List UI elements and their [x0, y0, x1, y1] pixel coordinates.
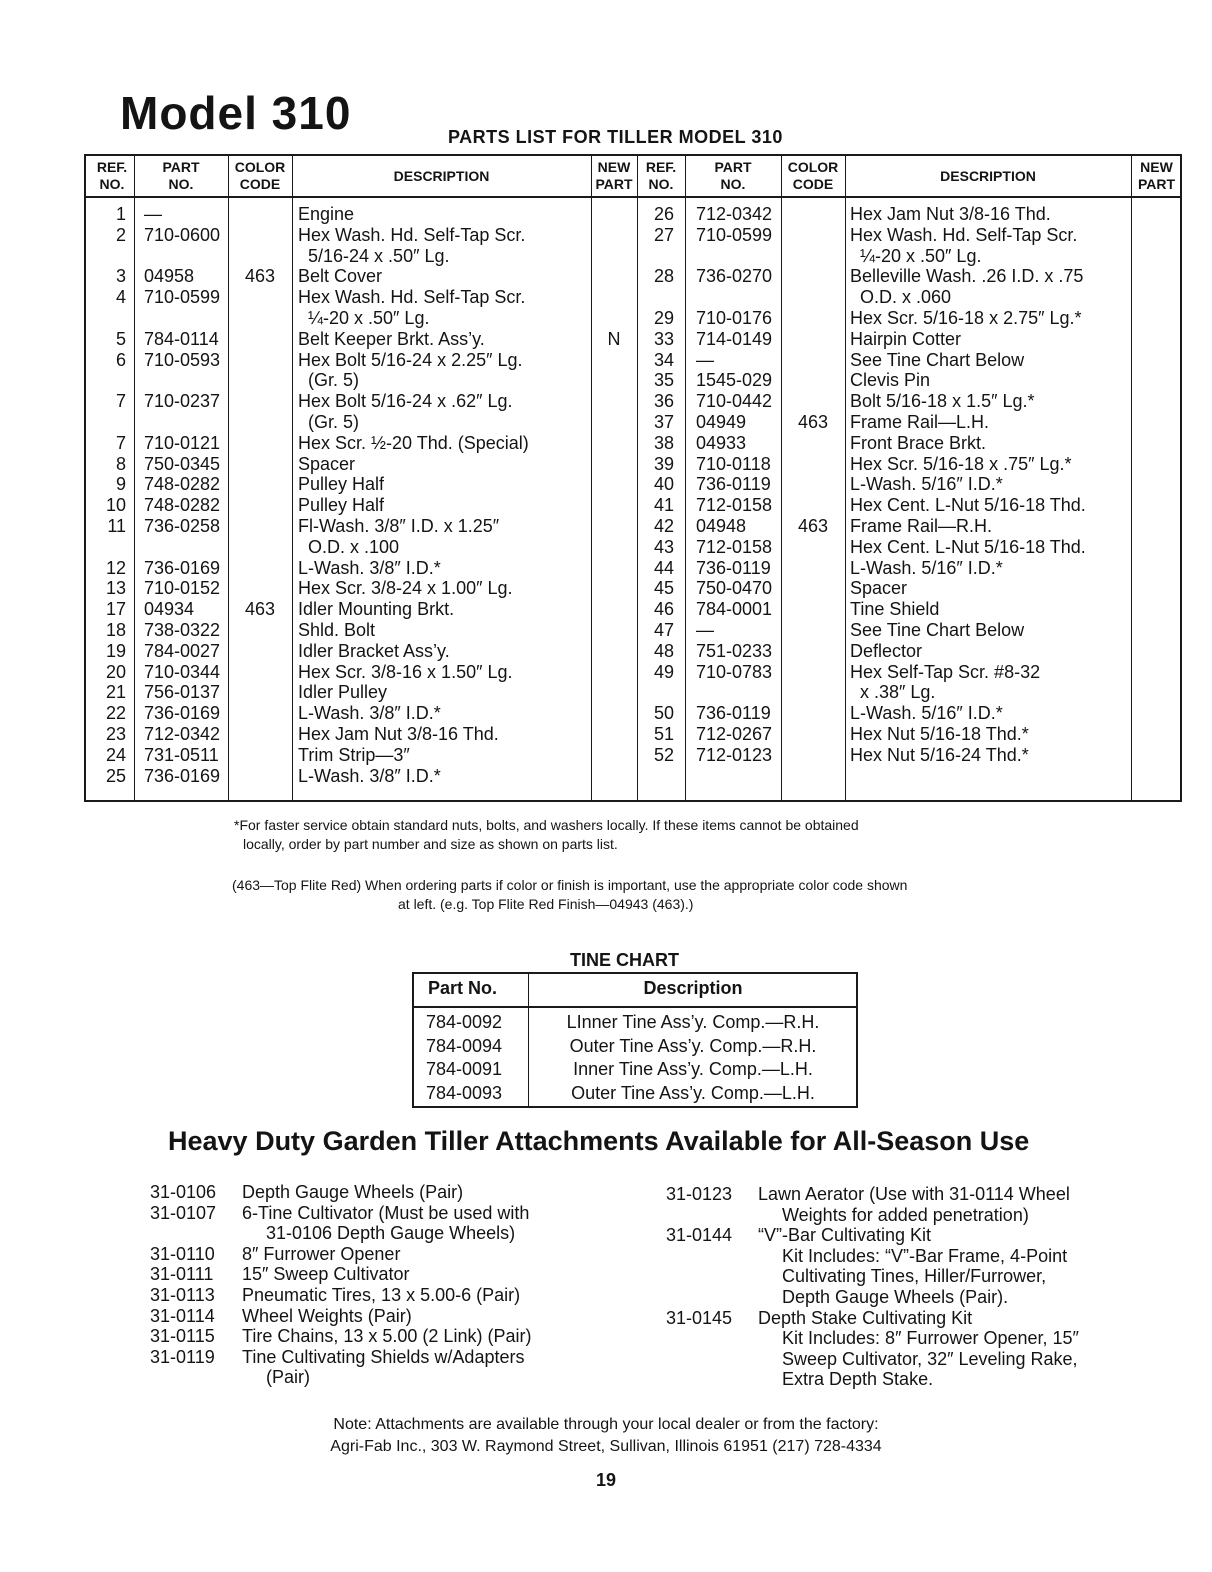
- part-no-cell: 04948: [696, 516, 747, 536]
- color-code-cell: 463: [244, 599, 276, 620]
- description-cell: Hex Nut 5/16-18 Thd.*: [850, 724, 1029, 744]
- description-cell: Belleville Wash. .26 I.D. x .75: [850, 266, 1084, 287]
- part-no-cell: 710-0442: [696, 391, 773, 412]
- ref-no-cell: 7: [115, 432, 126, 453]
- attachment-code: 31-0114: [150, 1305, 215, 1326]
- description-cell: Shld. Bolt: [298, 620, 376, 640]
- header-part-no: PART NO.: [162, 159, 200, 192]
- description-cell: Belt Keeper Brkt. Ass’y.: [298, 328, 485, 349]
- attachment-code: 31-0145: [666, 1307, 733, 1328]
- tine-part-no-cell: 784-0091: [426, 1059, 503, 1079]
- ref-no-cell: 6: [115, 349, 126, 370]
- description-cell: Deflector: [850, 640, 923, 661]
- description-cell: O.D. x .100: [298, 536, 400, 557]
- tine-part-no-cell: 784-0092: [426, 1012, 503, 1032]
- part-no-cell: —: [144, 204, 162, 224]
- part-no-cell: 736-0270: [696, 266, 773, 287]
- attachment-description: Depth Gauge Wheels (Pair).: [782, 1286, 1009, 1307]
- description-cell: See Tine Chart Below: [850, 349, 1025, 370]
- tine-chart-title: TINE CHART: [570, 950, 679, 970]
- header-description-right: DESCRIPTION: [940, 168, 1036, 184]
- part-no-cell: 710-0152: [144, 578, 221, 599]
- part-no-cell: 04958: [144, 266, 195, 287]
- part-no-cell: 784-0027: [144, 640, 221, 661]
- description-cell: Pulley Half: [298, 495, 385, 516]
- description-cell: Bolt 5/16-18 x 1.5″ Lg.*: [850, 391, 1035, 412]
- description-cell: Engine: [298, 204, 355, 224]
- part-no-cell: 712-0267: [696, 724, 773, 744]
- description-cell: Tine Shield: [850, 599, 940, 620]
- attachment-description: “V”-Bar Cultivating Kit: [758, 1225, 932, 1246]
- description-cell: Hex Cent. L-Nut 5/16-18 Thd.: [850, 495, 1086, 516]
- part-no-cell: 1545-029: [696, 370, 773, 391]
- tine-chart-table: [412, 972, 858, 1108]
- description-cell: Hex Nut 5/16-24 Thd.*: [850, 744, 1029, 765]
- description-cell: (Gr. 5): [298, 412, 360, 432]
- description-cell: Fl-Wash. 3/8″ I.D. x 1.25″: [298, 516, 500, 536]
- ref-no-cell: 51: [653, 724, 674, 744]
- part-no-cell: 751-0233: [696, 640, 773, 661]
- header-color-code: COLOR CODE: [234, 159, 286, 192]
- ref-no-cell: 21: [105, 682, 126, 703]
- attachment-code: 31-0144: [666, 1225, 733, 1246]
- attachment-description: 31-0106 Depth Gauge Wheels): [266, 1223, 516, 1244]
- page-title: Model 310: [120, 87, 352, 139]
- attachment-code: 31-0110: [150, 1243, 215, 1264]
- description-cell: L-Wash. 3/8″ I.D.*: [298, 557, 441, 578]
- ref-no-cell: 5: [115, 328, 126, 349]
- description-cell: Belt Cover: [298, 266, 383, 287]
- attachments-list-right: [666, 1184, 1166, 1404]
- description-cell: Hex Jam Nut 3/8-16 Thd.: [298, 724, 499, 744]
- color-code-note: (463—Top Flite Red) When ordering parts if color or finish is important, use the appropriate color code shown at left. (e.g. Top Flite Red Finish—04943 (463).): [232, 877, 908, 912]
- part-no-cell: 710-0118: [696, 453, 771, 474]
- attachment-description: Lawn Aerator (Use with 31-0114 Wheel: [758, 1184, 1070, 1204]
- tine-header-description: Description: [643, 978, 743, 998]
- description-cell: Frame Rail—R.H.: [850, 516, 993, 536]
- part-no-cell: 736-0258: [144, 516, 221, 536]
- attachment-description: Cultivating Tines, Hiller/Furrower,: [782, 1266, 1047, 1287]
- description-cell: Front Brace Brkt.: [850, 432, 987, 453]
- ref-no-cell: 42: [653, 516, 674, 536]
- part-no-cell: 712-0342: [144, 724, 221, 744]
- description-cell: L-Wash. 5/16″ I.D.*: [850, 703, 1003, 724]
- ref-no-cell: 24: [105, 744, 126, 765]
- attachment-code: 31-0106: [150, 1182, 217, 1202]
- ref-no-cell: 2: [115, 224, 126, 245]
- tine-description-cell: LInner Tine Ass’y. Comp.—R.H.: [566, 1012, 820, 1032]
- description-cell: Hex Self-Tap Scr. #8-32: [850, 661, 1041, 682]
- ref-no-cell: 34: [653, 349, 674, 370]
- part-no-cell: 784-0001: [696, 599, 773, 620]
- ref-no-cell: 19: [105, 640, 126, 661]
- part-no-cell: 736-0169: [144, 557, 221, 578]
- description-cell: Hex Scr. 5/16-18 x .75″ Lg.*: [850, 453, 1072, 474]
- ref-no-cell: 33: [653, 328, 674, 349]
- ref-no-cell: 26: [653, 204, 674, 224]
- description-cell: O.D. x .060: [850, 287, 952, 308]
- ref-no-cell: 18: [105, 620, 126, 640]
- description-cell: Hex Scr. 3/8-24 x 1.00″ Lg.: [298, 578, 513, 599]
- ref-no-cell: 35: [653, 370, 674, 391]
- attachment-code: 31-0119: [150, 1346, 215, 1367]
- attachment-description: Sweep Cultivator, 32″ Leveling Rake,: [782, 1348, 1078, 1369]
- attachment-description: Tine Cultivating Shields w/Adapters: [242, 1346, 525, 1367]
- description-cell: Hex Cent. L-Nut 5/16-18 Thd.: [850, 536, 1086, 557]
- attachment-description: Wheel Weights (Pair): [242, 1305, 412, 1326]
- parts-table: [84, 154, 1182, 802]
- part-no-cell: 710-0783: [696, 661, 773, 682]
- description-cell: x .38″ Lg.: [850, 682, 936, 703]
- attachment-description: 8″ Furrower Opener: [242, 1243, 401, 1264]
- description-cell: Frame Rail—L.H.: [850, 412, 990, 432]
- ref-no-cell: 12: [105, 557, 126, 578]
- description-cell: Idler Bracket Ass’y.: [298, 640, 450, 661]
- part-no-cell: 712-0342: [696, 204, 773, 224]
- description-cell: Hex Jam Nut 3/8-16 Thd.: [850, 204, 1051, 224]
- ref-no-cell: 13: [105, 578, 126, 599]
- part-no-cell: 714-0149: [696, 328, 773, 349]
- new-part-cell: N: [607, 328, 621, 349]
- color-code-cell: 463: [797, 412, 829, 432]
- description-cell: L-Wash. 3/8″ I.D.*: [298, 765, 441, 786]
- ref-no-cell: 52: [653, 744, 674, 765]
- parts-list-title: PARTS LIST FOR TILLER MODEL 310: [448, 127, 783, 147]
- ref-no-cell: 9: [115, 474, 126, 495]
- part-no-cell: 710-0599: [144, 287, 221, 308]
- description-cell: Hairpin Cotter: [850, 328, 962, 349]
- part-no-cell: 784-0114: [144, 328, 219, 349]
- description-cell: Idler Mounting Brkt.: [298, 599, 455, 620]
- page-number: 19: [595, 1470, 617, 1490]
- part-no-cell: 731-0511: [144, 744, 219, 765]
- part-no-cell: 750-0470: [696, 578, 773, 599]
- ref-no-cell: 44: [653, 557, 674, 578]
- description-cell: ¼-20 x .50″ Lg.: [298, 308, 430, 328]
- attachment-description: (Pair): [266, 1367, 310, 1388]
- ref-no-cell: 11: [107, 516, 126, 536]
- part-no-cell: 736-0119: [696, 474, 771, 495]
- part-no-cell: 710-0599: [696, 224, 773, 245]
- part-no-cell: 710-0593: [144, 349, 221, 370]
- part-no-cell: 710-0237: [144, 391, 221, 412]
- bottom-note: Note: Attachments are available through your local dealer or from the factory: Agri-Fab Inc., 303 W. Raymond Street, Sullivan, Illinois 61951 (217) 728-4334: [330, 1416, 882, 1455]
- part-no-cell: 710-0344: [144, 661, 221, 682]
- tine-header-part-no: Part No.: [428, 978, 498, 998]
- description-cell: Hex Wash. Hd. Self-Tap Scr.: [298, 224, 526, 245]
- ref-no-cell: 45: [653, 578, 674, 599]
- ref-no-cell: 27: [653, 224, 674, 245]
- ref-no-cell: 46: [653, 599, 674, 620]
- tine-part-no-cell: 784-0094: [426, 1035, 503, 1056]
- part-no-cell: 04933: [696, 432, 747, 453]
- attachment-description: Kit Includes: “V”-Bar Frame, 4-Point: [782, 1245, 1068, 1266]
- part-no-cell: —: [696, 620, 714, 640]
- header-ref-no: REF. NO.: [96, 159, 128, 192]
- ref-no-cell: 8: [115, 453, 126, 474]
- ref-no-cell: 17: [105, 599, 126, 620]
- description-cell: Hex Wash. Hd. Self-Tap Scr.: [298, 287, 526, 308]
- part-no-cell: 736-0169: [144, 703, 221, 724]
- description-cell: Idler Pulley: [298, 682, 388, 703]
- description-cell: Clevis Pin: [850, 370, 931, 391]
- part-no-cell: 748-0282: [144, 474, 221, 495]
- part-no-cell: 712-0158: [696, 495, 773, 516]
- ref-no-cell: 1: [115, 204, 126, 224]
- description-cell: (Gr. 5): [298, 370, 360, 391]
- part-no-cell: 710-0121: [144, 432, 221, 453]
- ref-no-cell: 3: [115, 266, 126, 287]
- description-cell: ¼-20 x .50″ Lg.: [850, 245, 982, 266]
- ref-no-cell: 28: [653, 266, 674, 287]
- part-no-cell: 756-0137: [144, 682, 221, 703]
- description-cell: Trim Strip—3″: [298, 744, 410, 765]
- description-cell: See Tine Chart Below: [850, 620, 1025, 640]
- part-no-cell: 04934: [144, 599, 195, 620]
- ref-no-cell: 25: [105, 765, 126, 786]
- header-part-no-right: PART NO.: [714, 159, 752, 192]
- ref-no-cell: 4: [115, 287, 126, 308]
- part-no-cell: 712-0123: [696, 744, 773, 765]
- ref-no-cell: 36: [653, 391, 674, 412]
- attachment-code: 31-0113: [150, 1285, 215, 1305]
- attachment-code: 31-0115: [150, 1326, 215, 1347]
- attachment-description: 15″ Sweep Cultivator: [242, 1264, 410, 1285]
- attachment-description: Kit Includes: 8″ Furrower Opener, 15″: [782, 1328, 1079, 1349]
- attachment-description: Tire Chains, 13 x 5.00 (2 Link) (Pair): [242, 1326, 532, 1347]
- ref-no-cell: 47: [653, 620, 674, 640]
- ref-no-cell: 39: [653, 453, 674, 474]
- header-color-code-right: COLOR CODE: [787, 159, 839, 192]
- description-cell: Hex Wash. Hd. Self-Tap Scr.: [850, 224, 1078, 245]
- ref-no-cell: 48: [653, 640, 674, 661]
- ref-no-cell: 40: [653, 474, 674, 495]
- attachments-title: Heavy Duty Garden Tiller Attachments Available for All-Season Use: [168, 1126, 1030, 1156]
- part-no-cell: 736-0119: [696, 703, 771, 724]
- attachment-code: 31-0107: [150, 1202, 217, 1223]
- part-no-cell: 04949: [696, 412, 747, 432]
- part-no-cell: 712-0158: [696, 536, 773, 557]
- ref-no-cell: 50: [653, 703, 674, 724]
- part-no-cell: 748-0282: [144, 495, 221, 516]
- attachment-description: 6-Tine Cultivator (Must be used with: [242, 1202, 530, 1223]
- description-cell: Hex Scr. 3/8-16 x 1.50″ Lg.: [298, 661, 513, 682]
- ref-no-cell: 41: [653, 495, 674, 516]
- header-new-part-right: NEW PART: [1137, 159, 1176, 192]
- description-cell: Hex Bolt 5/16-24 x 2.25″ Lg.: [298, 349, 523, 370]
- ref-no-cell: 49: [653, 661, 674, 682]
- description-cell: Hex Scr. 5/16-18 x 2.75″ Lg.*: [850, 308, 1082, 328]
- ref-no-cell: 37: [653, 412, 674, 432]
- description-cell: L-Wash. 5/16″ I.D.*: [850, 557, 1003, 578]
- color-code-cell: 463: [797, 516, 829, 536]
- description-cell: L-Wash. 5/16″ I.D.*: [850, 474, 1003, 495]
- part-no-cell: 736-0169: [144, 765, 221, 786]
- color-code-cell: 463: [244, 266, 276, 287]
- attachment-code: 31-0123: [666, 1184, 733, 1204]
- part-no-cell: 710-0600: [144, 224, 221, 245]
- description-cell: Hex Bolt 5/16-24 x .62″ Lg.: [298, 391, 513, 412]
- ref-no-cell: 23: [105, 724, 126, 744]
- description-cell: L-Wash. 3/8″ I.D.*: [298, 703, 441, 724]
- ref-no-cell: 22: [105, 703, 126, 724]
- attachment-description: Weights for added penetration): [782, 1204, 1029, 1225]
- ref-no-cell: 10: [105, 495, 126, 516]
- part-no-cell: 738-0322: [144, 620, 221, 640]
- description-cell: Hex Scr. ½-20 Thd. (Special): [298, 432, 529, 453]
- description-cell: Spacer: [850, 578, 908, 599]
- attachment-code: 31-0111: [150, 1264, 214, 1285]
- tine-description-cell: Outer Tine Ass’y. Comp.—L.H.: [571, 1082, 815, 1103]
- attachment-description: Depth Stake Cultivating Kit: [758, 1307, 973, 1328]
- ref-no-cell: 7: [115, 391, 126, 412]
- part-no-cell: 750-0345: [144, 453, 221, 474]
- description-cell: 5/16-24 x .50″ Lg.: [298, 245, 450, 266]
- header-new-part: NEW PART: [595, 159, 633, 192]
- attachment-description: Extra Depth Stake.: [782, 1369, 934, 1390]
- part-no-cell: —: [696, 349, 714, 370]
- part-no-cell: 736-0119: [696, 557, 771, 578]
- ref-no-cell: 29: [653, 308, 674, 328]
- attachment-description: Depth Gauge Wheels (Pair): [242, 1182, 464, 1202]
- header-ref-no-right: REF. NO.: [645, 159, 677, 192]
- part-no-cell: 710-0176: [696, 308, 773, 328]
- header-description: DESCRIPTION: [393, 168, 490, 184]
- description-cell: Spacer: [298, 453, 356, 474]
- tine-part-no-cell: 784-0093: [426, 1082, 503, 1103]
- attachment-description: Pneumatic Tires, 13 x 5.00-6 (Pair): [242, 1285, 521, 1305]
- tine-description-cell: Inner Tine Ass’y. Comp.—L.H.: [573, 1059, 813, 1079]
- ref-no-cell: 43: [653, 536, 674, 557]
- description-cell: Pulley Half: [298, 474, 385, 495]
- ref-no-cell: 20: [105, 661, 126, 682]
- footnote: *For faster service obtain standard nuts, bolts, and washers locally. If these items cannot be obtained locally, order by part number and size as shown on parts list.: [234, 817, 859, 852]
- ref-no-cell: 38: [653, 432, 674, 453]
- attachments-list-left: [150, 1182, 620, 1402]
- tine-description-cell: Outer Tine Ass’y. Comp.—R.H.: [569, 1035, 817, 1056]
